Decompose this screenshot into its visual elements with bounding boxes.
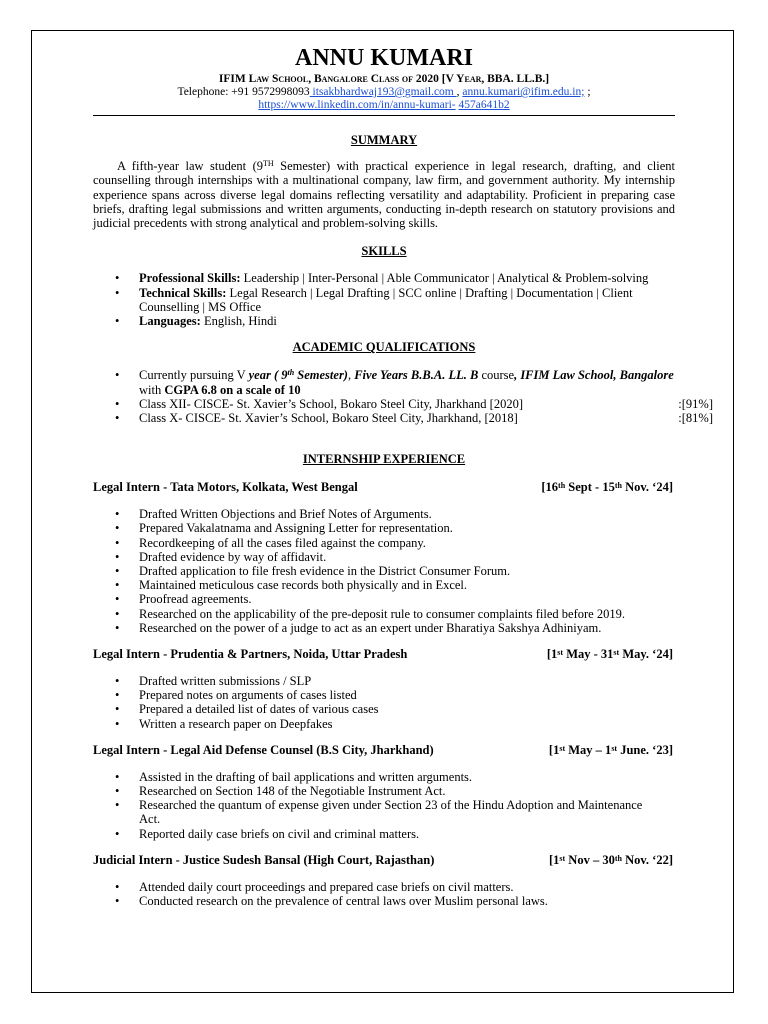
list-item: • Drafted application to file fresh evidence in the District Consumer Forum. [115, 563, 511, 578]
bullet-icon: • [115, 314, 120, 329]
linkedin-link-id[interactable]: 457a641b2 [458, 99, 510, 111]
list-item: • Researched on Section 148 of the Negotiable Instrument Act. [115, 783, 446, 798]
list-item: • Technical Skills: Legal Research | Legal Drafting | SCC online | Drafting | Documentation | Client Counselling | MS Office [115, 285, 633, 314]
bullet-icon: • [115, 688, 120, 703]
list-item: • Currently pursuing V year ( 9th Semester), Five Years B.B.A. LL. B course, IFIM Law School, Bangalore with CGPA 6.8 on a scale of 10 [115, 368, 674, 397]
job-bullets [93, 674, 675, 731]
list-item: • Class X- CISCE- St. Xavier’s School, Bokaro Steel City, Jharkhand, [2018] :[81%] [115, 410, 713, 425]
job-bullets [93, 507, 675, 635]
job-heading: Legal Intern - Tata Motors, Kolkata, West Bengal [16th Sept - 15th Nov. ‘24] [93, 480, 673, 495]
summary-text: A fifth-year law student (9TH Semester) with practical experience in legal research, drafting, and client counselling through internships with a multinational company, law firm, and government authority. My internship experience spans across diverse legal domains reflecting versatility and adaptability. Proficient in preparing case briefs, drafting legal submissions and written arguments, conducting in-depth research on statutory provisions and judicial precedents with strong analytical and problem-solving skills. [93, 159, 675, 231]
list-item: • Drafted Written Objections and Brief Notes of Arguments. [115, 507, 432, 522]
job-dates: [1st Nov – 30th Nov. ‘22] [548, 852, 673, 867]
header-divider [93, 115, 675, 116]
bullet-icon: • [115, 673, 120, 688]
academics-list [93, 368, 713, 425]
list-item: • Researched on the applicability of the pre-deposit rule to consumer complaints filed before 2019. [115, 606, 625, 621]
list-item: • Written a research paper on Deepfakes [115, 716, 333, 731]
bullet-icon: • [115, 879, 120, 894]
list-item: • Proofread agreements. [115, 592, 252, 607]
job-heading: Legal Intern - Legal Aid Defense Counsel (B.S City, Jharkhand) [1st May – 1st June. ‘23] [93, 742, 673, 757]
bullet-icon: • [115, 535, 120, 550]
bullet-icon: • [115, 285, 120, 300]
list-item: • Class XII- CISCE- St. Xavier’s School, Bokaro Steel City, Jharkhand [2020] :[91%] [115, 396, 713, 411]
bullet-icon: • [115, 578, 120, 593]
bullet-icon: • [115, 368, 120, 383]
bullet-icon: • [115, 592, 120, 607]
bullet-icon: • [115, 549, 120, 564]
candidate-name: ANNU KUMARI [295, 45, 473, 71]
resume-content [93, 44, 713, 908]
bullet-icon: • [115, 507, 120, 522]
bullet-icon: • [115, 410, 120, 425]
list-item: • Prepared notes on arguments of cases listed [115, 688, 357, 703]
bullet-icon: • [115, 826, 120, 841]
school-line: IFIM Law School, Bangalore Class of 2020 [V Year, BBA. LL.B.] [218, 73, 550, 85]
bullet-icon: • [115, 620, 120, 635]
list-item: • Languages: English, Hindi [115, 314, 277, 329]
linkedin-link[interactable]: https://www.linkedin.com/in/annu-kumari- [258, 99, 456, 111]
skills-list [93, 271, 675, 328]
list-item: • Researched on the power of a judge to act as an expert under Bharatiya Sakshya Adhiniyam. [115, 620, 602, 635]
list-item: • Conducted research on the prevalence of central laws over Muslim personal laws. [115, 893, 548, 908]
telephone: Telephone: +91 9572998093 [177, 86, 310, 98]
list-item: • Maintained meticulous case records both physically and in Excel. [115, 578, 468, 593]
bullet-icon: • [115, 769, 120, 784]
job-heading: Judicial Intern - Justice Sudesh Bansal (High Court, Rajasthan) [1st Nov – 30th Nov. ‘22] [93, 852, 673, 867]
bullet-icon: • [115, 563, 120, 578]
list-item: • Prepared Vakalatnama and Assigning Letter for representation. [115, 521, 453, 536]
bullet-icon: • [115, 783, 120, 798]
list-item: • Recordkeeping of all the cases filed against the company. [115, 535, 426, 550]
job-dates: [16th Sept - 15th Nov. ‘24] [541, 480, 673, 495]
bullet-icon: • [115, 606, 120, 621]
list-item: • Professional Skills: Leadership | Inter-Personal | Able Communicator | Analytical & Problem-solving [115, 271, 649, 286]
list-item: • Attended daily court proceedings and prepared case briefs on civil matters. [115, 879, 514, 894]
summary-title: SUMMARY [350, 133, 418, 147]
bullet-icon: • [115, 716, 120, 731]
skills-title: SKILLS [361, 244, 407, 259]
internships-title: INTERNSHIP EXPERIENCE [302, 452, 466, 467]
bullet-icon: • [115, 271, 120, 286]
job-bullets [93, 880, 675, 908]
job-dates: [1st May - 31st May. ‘24] [546, 646, 673, 661]
list-item: • Reported daily case briefs on civil and criminal matters. [115, 826, 420, 841]
linkedin-line [93, 99, 675, 112]
bullet-icon: • [115, 702, 120, 717]
job-dates: [1st May – 1st June. ‘23] [548, 742, 673, 757]
list-item: • Drafted evidence by way of affidavit. [115, 549, 327, 564]
contact-line: Telephone: +91 9572998093 itsakbhardwaj193@gmail.com , annu.kumari@ifim.edu.in; ; [177, 86, 591, 98]
job-heading: Legal Intern - Prudentia & Partners, Noida, Uttar Pradesh [1st May - 31st May. ‘24] [93, 646, 673, 661]
job-bullets [93, 770, 675, 841]
bullet-icon: • [115, 893, 120, 908]
bullet-icon: • [115, 396, 120, 411]
list-item: • Drafted written submissions / SLP [115, 673, 312, 688]
bullet-icon: • [115, 521, 120, 536]
list-item: • Assisted in the drafting of bail applications and written arguments. [115, 769, 473, 784]
academics-title: ACADEMIC QUALIFICATIONS [292, 340, 476, 355]
list-item: • Researched the quantum of expense given under Section 23 of the Hindu Adoption and Maintenance Act. [115, 798, 643, 827]
email-link-personal[interactable]: itsakbhardwaj193@gmail.com [309, 86, 457, 98]
bullet-icon: • [115, 798, 120, 813]
score: :[81%] [678, 410, 713, 425]
list-item: • Prepared a detailed list of dates of various cases [115, 702, 379, 717]
email-link-institute[interactable]: annu.kumari@ifim.edu.in; [462, 86, 585, 98]
score: :[91%] [678, 396, 713, 411]
